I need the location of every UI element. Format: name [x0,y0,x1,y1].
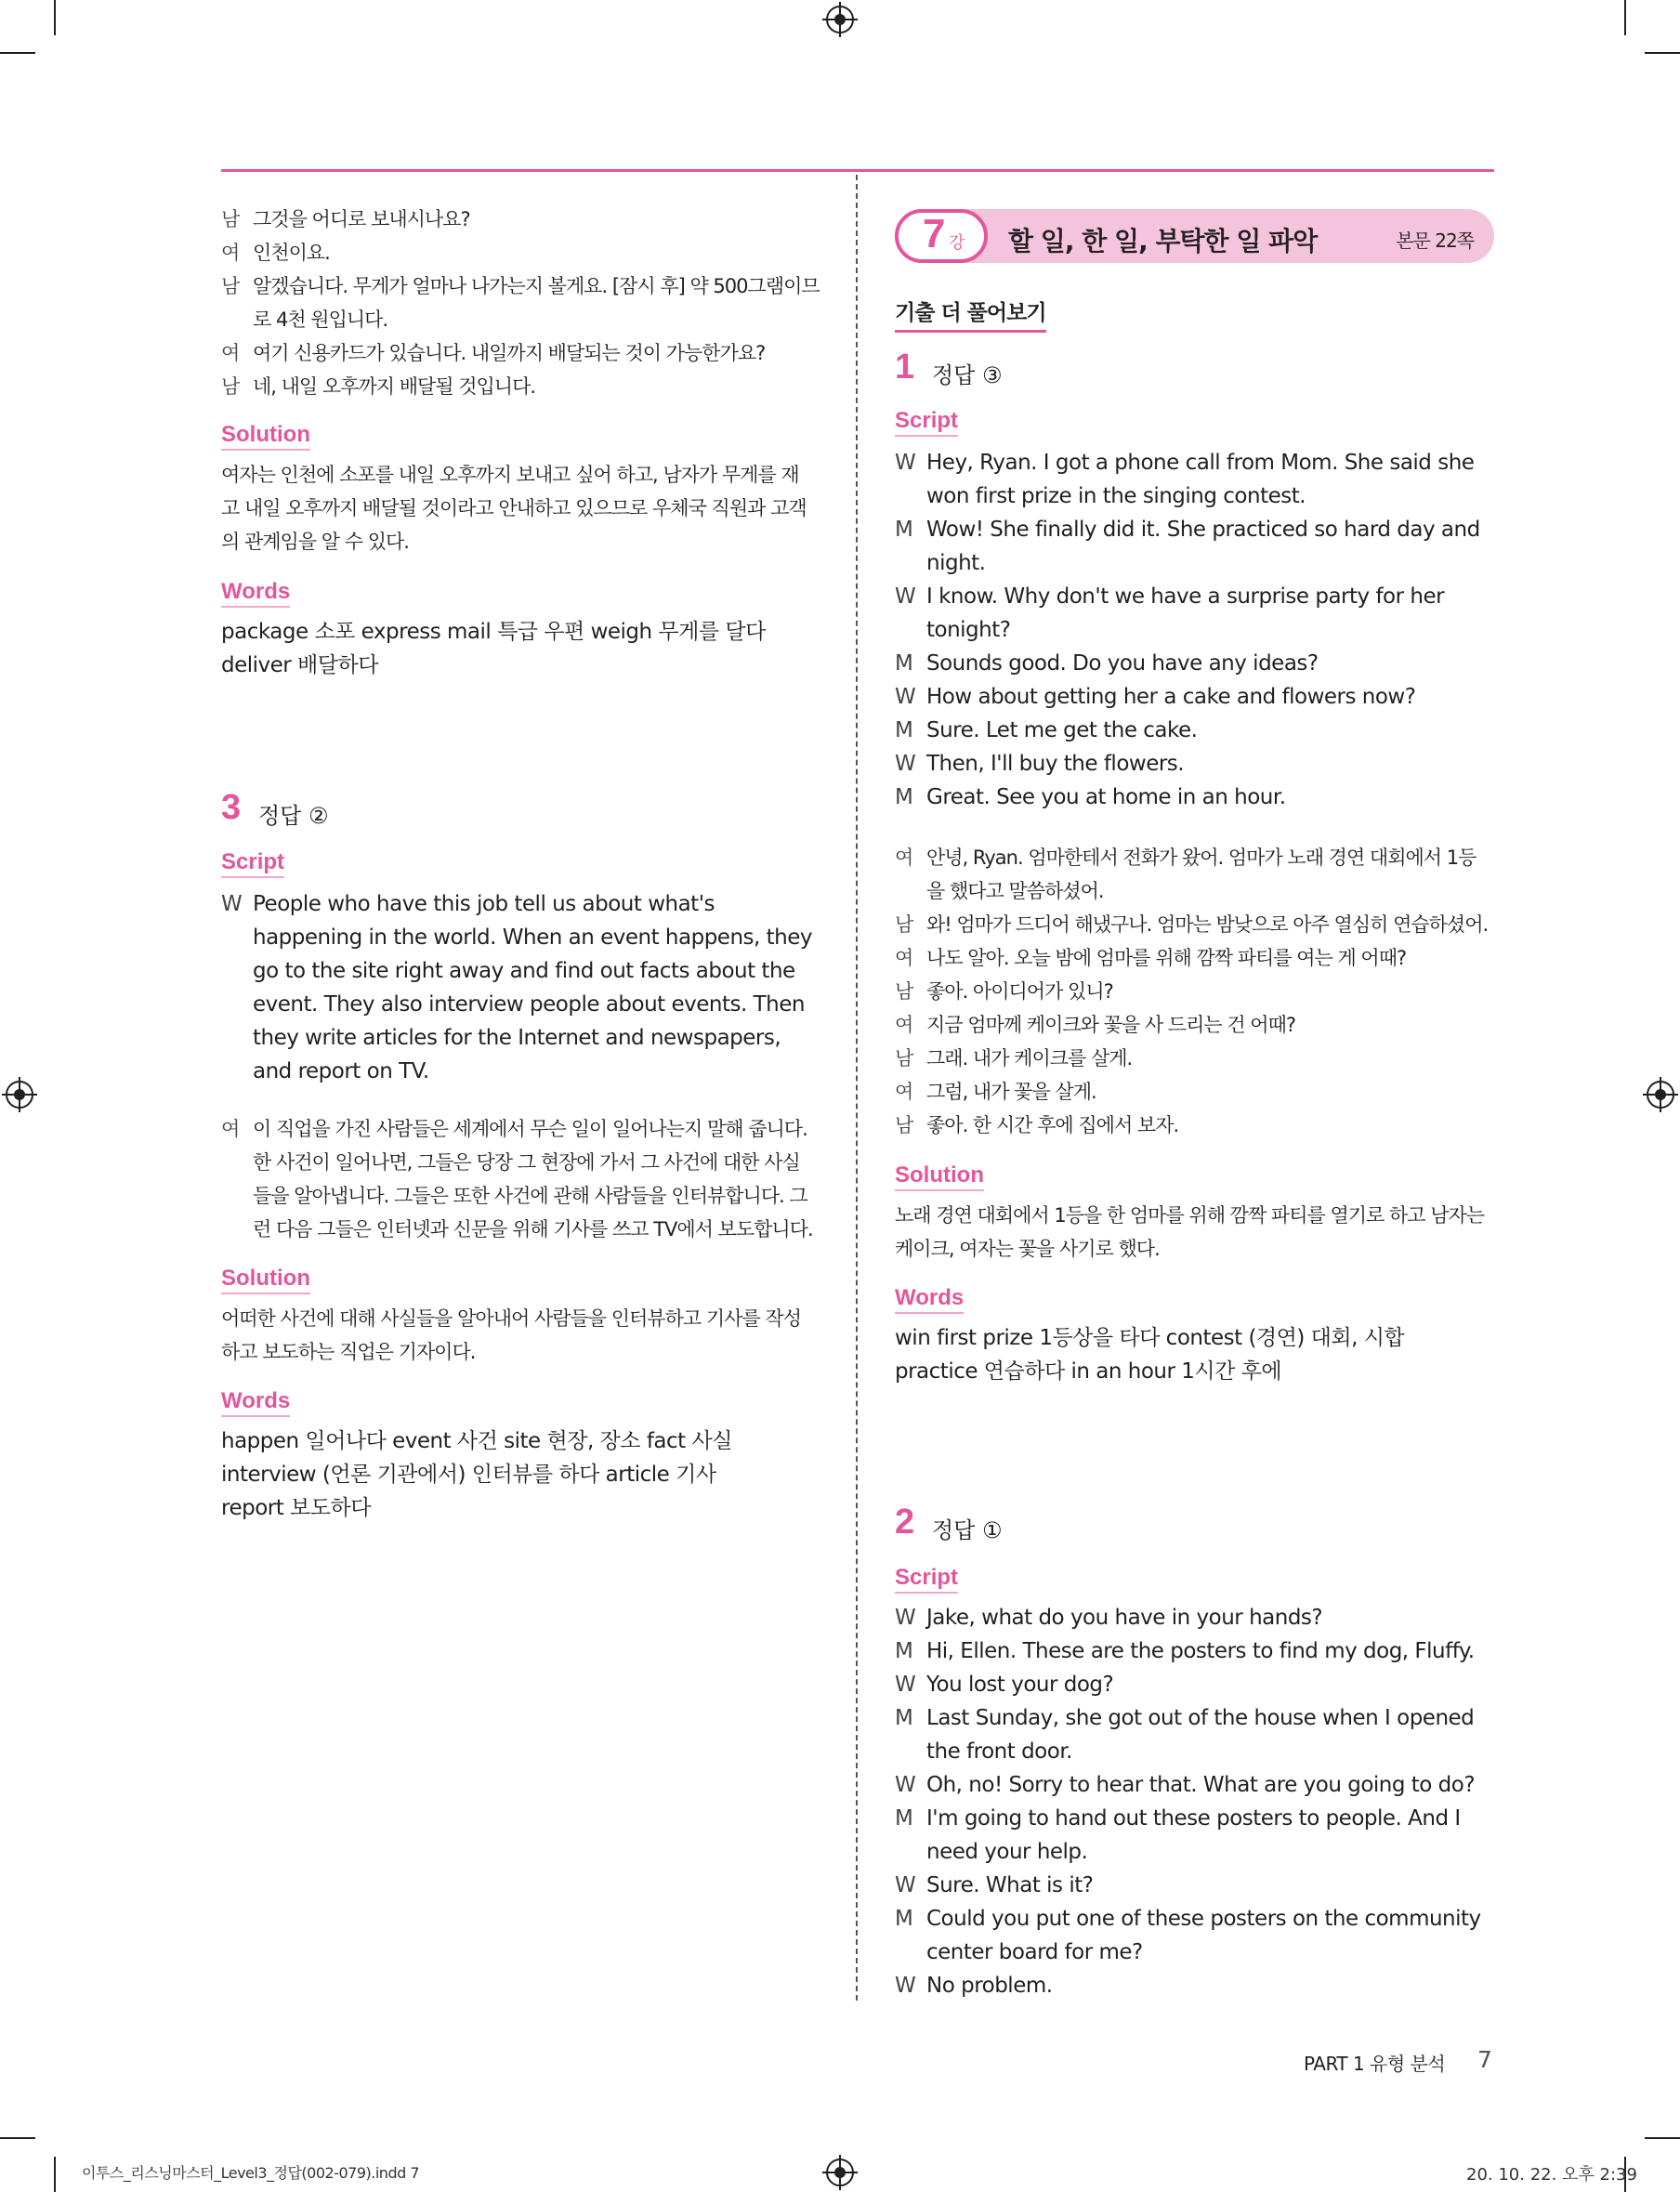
speaker-label: 여 [895,1081,913,1103]
dialog-text: 나도 알아. 오늘 밤에 엄마를 위해 깜짝 파티를 여는 게 어때? [926,947,1407,969]
speaker-label: M [895,1806,913,1831]
speaker-label: W [895,584,916,609]
crop-mark [1645,52,1680,54]
speaker-label: 남 [221,375,240,398]
dialog-text: People who have this job tell us about what's [253,892,715,916]
speaker-label: M [895,1706,913,1730]
dialog-text: the front door. [926,1739,1072,1764]
dialog-text: Last Sunday, she got out of the house when I opened [926,1706,1475,1730]
answer-label: 정답 ① [932,1517,1003,1543]
speaker-label: W [895,1974,916,1998]
page-reference: 본문 22쪽 [1396,230,1474,252]
dialog-text: 지금 엄마께 케이크와 꽃을 사 드리는 건 어때? [926,1014,1296,1036]
line-text: win first prize 1등상을 타다 contest (경연) 대회, 시합 [895,1326,1405,1350]
line-text: package 소포 express mail 특급 우편 weigh 무게를 달다 [221,620,766,644]
speaker-label: 남 [895,913,913,936]
dialog-text: 그럼, 내가 꽃을 살게. [926,1081,1096,1103]
speaker-label: 여 [221,342,240,364]
dialog-text: I'm going to hand out these posters to people. And I [926,1806,1461,1831]
dialog-text: Hey, Ryan. I got a phone call from Mom. She said she [926,451,1475,475]
crop-mark [1645,2137,1680,2139]
speaker-label: W [895,685,916,709]
speaker-label: W [895,1773,916,1797]
speaker-label: M [895,1639,913,1663]
speaker-label: W [895,1873,916,1897]
dialog-text: 인천이요. [253,242,330,264]
dialog-text: and report on TV. [253,1059,429,1083]
footer-part-label: PART 1 유형 분석 [1304,2053,1446,2075]
page-number: 7 [1477,2046,1492,2073]
dialog-text: need your help. [926,1840,1088,1864]
line-text: interview (언론 기관에서) 인터뷰를 하다 article 기사 [221,1463,716,1487]
solution-label: Solution [221,1265,310,1294]
lesson-banner [895,209,1494,263]
crop-mark [54,2157,56,2192]
line-text: 여자는 인천에 소포를 내일 오후까지 보내고 싶어 하고, 남자가 무게를 재 [221,464,799,486]
speaker-label: M [895,785,913,809]
solution-label: Solution [221,421,310,451]
dialog-text: Jake, what do you have in your hands? [926,1606,1323,1630]
dialog-text: You lost your dog? [926,1673,1114,1697]
dialog-text: 여기 신용카드가 있습니다. 내일까지 배달되는 것이 가능한가요? [253,342,766,364]
line-text: 어떠한 사건에 대해 사실들을 알아내어 사람들을 인터뷰하고 기사를 작성 [221,1307,801,1330]
line-text: practice 연습하다 in an hour 1시간 후에 [895,1359,1282,1384]
dialog-text: 그것을 어디로 보내시나요? [253,208,470,230]
dialog-text: I know. Why don't we have a surprise party for her [926,584,1445,609]
dialog-text: center board for me? [926,1940,1143,1964]
dialog-text: 좋아. 아이디어가 있니? [926,980,1113,1003]
dialog-text: Hi, Ellen. These are the posters to find my dog, Fluffy. [926,1639,1475,1663]
script-label: Script [895,407,958,437]
speaker-label: W [895,451,916,475]
crop-mark [54,0,56,35]
dialog-text: How about getting her a cake and flowers now? [926,685,1416,709]
dialog-text: Sure. Let me get the cake. [926,718,1198,742]
answer-label: 정답 ② [258,803,329,829]
section-subhead: 기출 더 풀어보기 [895,295,1046,333]
speaker-label: M [895,518,913,542]
words-label: Words [221,1387,290,1417]
file-slug: 이투스_리스닝마스터_Level3_정답(002-079).indd 7 [82,2164,420,2182]
dialog-text: night. [926,551,986,575]
speaker-label: W [895,1606,916,1630]
dialog-text: 런 다음 그들은 인터넷과 신문을 위해 기사를 쓰고 TV에서 보도합니다. [253,1218,813,1240]
speaker-label: 여 [895,1014,913,1036]
speaker-label: 남 [895,1047,913,1070]
dialog-text: they write articles for the Internet and newspapers, [253,1026,781,1050]
speaker-label: 남 [895,980,913,1003]
question-number: 1 [895,348,915,387]
speaker-label: 남 [221,208,240,230]
line-text: 케이크, 여자는 꽃을 사기로 했다. [895,1238,1160,1260]
registration-mark-icon [6,1081,33,1109]
column-divider [856,175,858,2001]
line-text: 고 내일 오후까지 배달될 것이라고 안내하고 있으므로 우체국 직원과 고객 [221,497,807,519]
words-label: Words [895,1284,964,1314]
speaker-label: M [895,718,913,742]
lesson-title: 할 일, 한 일, 부탁한 일 파악 [1008,226,1318,256]
registration-mark-icon [826,2159,854,2186]
registration-mark-icon [1647,1081,1674,1109]
question-number: 2 [895,1503,915,1542]
crop-mark [0,2137,35,2139]
dialog-text: Then, I'll buy the flowers. [926,752,1185,776]
lesson-number: 7 [923,211,946,256]
speaker-label: W [221,892,243,916]
speaker-label: M [895,651,913,676]
script-label: Script [895,1564,958,1594]
dialog-text: 들을 알아냅니다. 그들은 또한 사건에 관해 사람들을 인터뷰합니다. 그 [253,1185,807,1207]
dialog-text: No problem. [926,1974,1053,1998]
dialog-text: happening in the world. When an event happens, they [253,925,812,950]
header-rule [221,169,1494,172]
dialog-text: 을 했다고 말씀하셨어. [926,880,1104,902]
speaker-label: W [895,1673,916,1697]
dialog-text: 한 사건이 일어나면, 그들은 당장 그 현장에 가서 그 사건에 대한 사실 [253,1151,800,1174]
dialog-text: won first prize in the singing contest. [926,484,1306,508]
speaker-label: 여 [221,1118,240,1140]
line-text: 의 관계임을 알 수 있다. [221,531,409,553]
speaker-label: 남 [221,275,240,297]
line-text: 하고 보도하는 직업은 기자이다. [221,1341,476,1363]
lesson-unit: 강 [949,233,965,253]
speaker-label: M [895,1907,913,1931]
crop-mark [1624,0,1626,35]
lesson-number-badge [895,209,988,263]
dialog-text: Sure. What is it? [926,1873,1094,1897]
dialog-text: 알겠습니다. 무게가 얼마나 나가는지 볼게요. [잠시 후] 약 500그램이므 [253,275,820,297]
registration-mark-icon [826,6,854,33]
speaker-label: 여 [895,847,913,869]
line-text: happen 일어나다 event 사건 site 현장, 장소 fact 사실 [221,1429,732,1453]
speaker-label: 여 [221,242,240,264]
dialog-text: Great. See you at home in an hour. [926,785,1286,809]
dialog-text: Sounds good. Do you have any ideas? [926,651,1319,676]
speaker-label: 여 [895,947,913,969]
script-label: Script [221,848,284,878]
dialog-text: event. They also interview people about events. Then [253,992,805,1017]
speaker-label: 남 [895,1114,913,1136]
dialog-text: tonight? [926,618,1011,642]
dialog-text: 그래. 내가 케이크를 살게. [926,1047,1133,1070]
dialog-text: Oh, no! Sorry to hear that. What are you going to do? [926,1773,1476,1797]
dialog-text: Could you put one of these posters on the community [926,1907,1481,1931]
dialog-text: 로 4천 원입니다. [253,308,388,331]
crop-mark [0,52,35,54]
dialog-text: 이 직업을 가진 사람들은 세계에서 무슨 일이 일어나는지 말해 줍니다. [253,1118,807,1140]
dialog-text: go to the site right away and find out facts about the [253,959,795,983]
question-number: 3 [221,788,242,827]
speaker-label: W [895,752,916,776]
dialog-text: Wow! She finally did it. She practiced so hard day and [926,518,1480,542]
line-text: deliver 배달하다 [221,653,378,677]
dialog-text: 좋아. 한 시간 후에 집에서 보자. [926,1114,1179,1136]
solution-label: Solution [895,1162,984,1191]
words-label: Words [221,578,290,608]
dialog-text: 안녕, Ryan. 엄마한테서 전화가 왔어. 엄마가 노래 경연 대회에서 1등 [926,847,1477,869]
print-timestamp: 20. 10. 22. 오후 2:39 [1466,2165,1637,2185]
dialog-text: 와! 엄마가 드디어 해냈구나. 엄마는 밤낮으로 아주 열심히 연습하셨어. [926,913,1489,936]
answer-label: 정답 ③ [932,362,1003,388]
line-text: report 보도하다 [221,1496,371,1520]
dialog-text: 네, 내일 오후까지 배달될 것입니다. [253,375,536,398]
line-text: 노래 경연 대회에서 1등을 한 엄마를 위해 깜짝 파티를 열기로 하고 남자는 [895,1204,1485,1227]
